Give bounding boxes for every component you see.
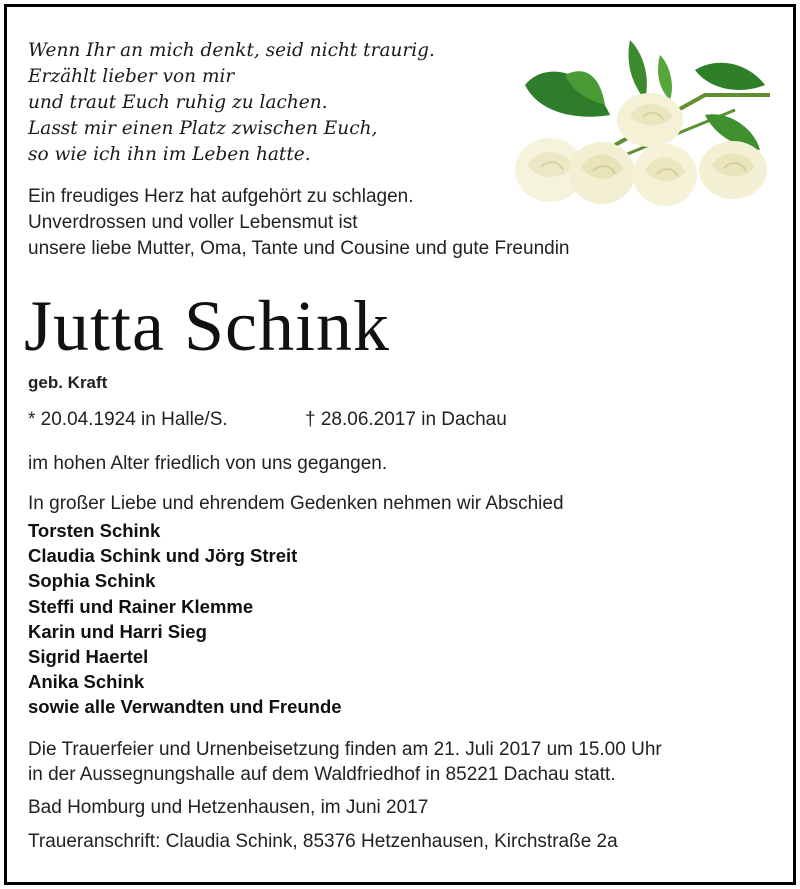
- mourner: Anika Schink: [28, 671, 145, 693]
- poem-line: Wenn Ihr an mich denkt, seid nicht traurig.: [28, 40, 435, 61]
- mourner: sowie alle Verwandten und Freunde: [28, 696, 342, 718]
- maiden-name: geb. Kraft: [28, 373, 108, 392]
- place-date: Bad Homburg und Hetzenhausen, im Juni 2017: [28, 797, 429, 818]
- mourner: Steffi und Rainer Klemme: [28, 595, 254, 617]
- death-date: † 28.06.2017 in Dachau: [305, 409, 507, 430]
- mourning-address: Traueranschrift: Claudia Schink, 85376 Hetzenhausen, Kirchstraße 2a: [28, 831, 618, 852]
- mourner: Sigrid Haertel: [28, 646, 149, 668]
- service-line: Die Trauerfeier und Urnenbeisetzung finden am 21. Juli 2017 um 15.00 Uhr: [28, 739, 662, 760]
- service-info: [28, 737, 662, 787]
- poem-line: und traut Euch ruhig zu lachen.: [28, 92, 328, 113]
- mourner: Karin und Harri Sieg: [28, 620, 207, 642]
- service-line: in der Aussegnungshalle auf dem Waldfriedhof in 85221 Dachau statt.: [28, 764, 616, 785]
- mourner: Claudia Schink und Jörg Streit: [28, 545, 298, 567]
- deceased-name: Jutta Schink: [24, 286, 390, 366]
- intro-line: Ein freudiges Herz hat aufgehört zu schlagen.: [28, 186, 414, 207]
- intro-line: Unverdrossen und voller Lebensmut ist: [28, 212, 358, 233]
- poem: [28, 38, 435, 168]
- birth-date: * 20.04.1924 in Halle/S.: [28, 409, 228, 430]
- mourner: Torsten Schink: [28, 520, 161, 541]
- poem-line: so wie ich ihn im Leben hatte.: [28, 144, 311, 165]
- farewell-text: In großer Liebe und ehrendem Gedenken nehmen wir Abschied: [28, 493, 564, 514]
- passed-text: im hohen Alter friedlich von uns gegangen.: [28, 453, 388, 474]
- mourner: Sophia Schink: [28, 570, 156, 592]
- poem-line: Erzählt lieber von mir: [28, 66, 235, 87]
- intro-line: unsere liebe Mutter, Oma, Tante und Cousine und gute Freundin: [28, 238, 570, 259]
- mourners-list: [28, 518, 342, 720]
- poem-line: Lasst mir einen Platz zwischen Euch,: [28, 118, 378, 139]
- intro-text: [28, 184, 570, 262]
